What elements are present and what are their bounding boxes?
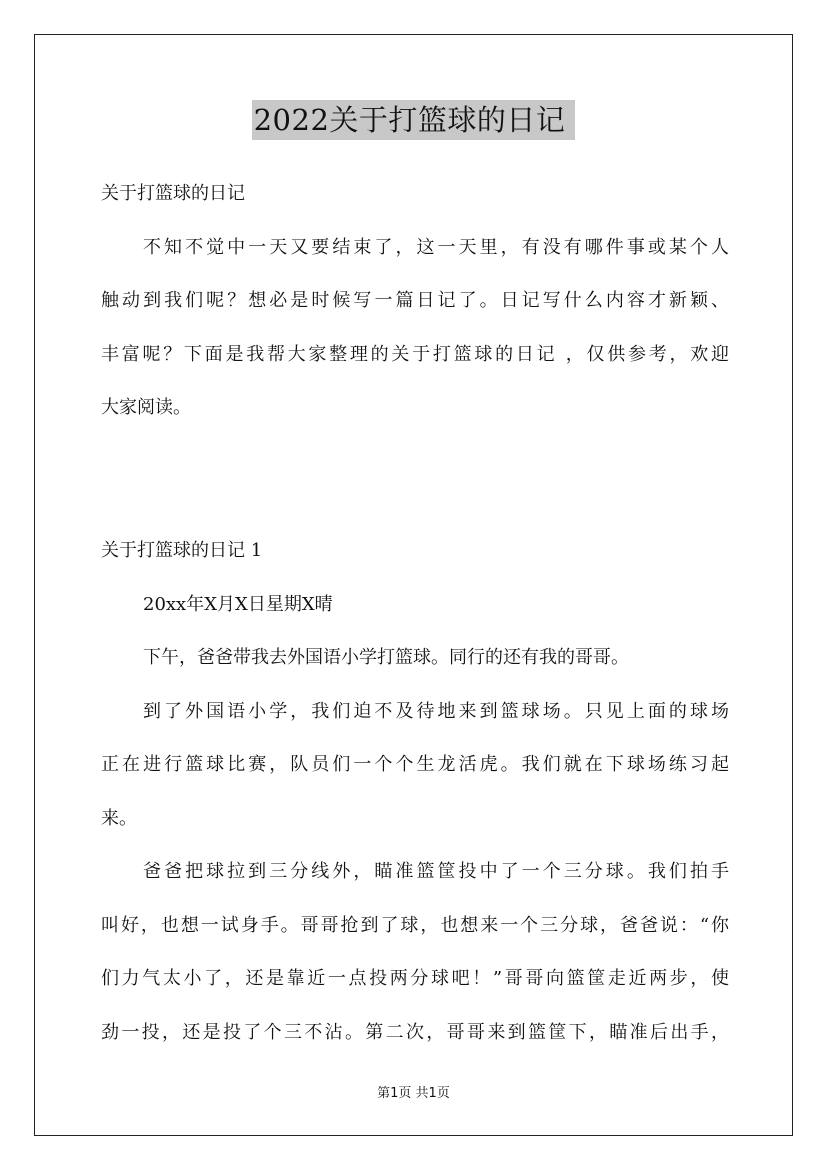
text-line: 丰富呢？下面是我帮大家整理的关于打篮球的日记 ，仅供参考，欢迎 [101,343,729,365]
document-title: 2022关于打篮球的日记 [252,100,576,140]
text-line: 们力气太小了，还是靠近一点投两分球吧！”哥哥向篮筐走近两步，使 [101,968,729,989]
blank-line [101,453,729,507]
page-footer: 第1页 共1页 [377,1086,450,1101]
text-line: 关于打篮球的日记 1 [101,540,263,561]
text-line: 20xx年X月X日星期X晴 [143,593,333,615]
text-line: 来。 [101,807,137,829]
text-line: 叫好，也想一试身手。哥哥抢到了球，也想来一个三分球，爸爸说：“你 [101,914,729,936]
text-line: 大家阅读。 [101,397,191,418]
text-line: 下午，爸爸带我去外国语小学打篮球。同行的还有我的哥哥。 [143,647,629,668]
text-line: 到了外国语小学，我们迫不及待地来到篮球场。只见上面的球场 [143,700,729,722]
document-body [101,167,729,1059]
title-container [0,100,827,140]
text-line: 关于打篮球的日记 [101,183,245,204]
text-line: 劲一投，还是投了个三不沾。第二次，哥哥来到篮筐下，瞄准后出手， [101,1021,729,1043]
text-line: 正在进行篮球比赛，队员们一个个生龙活虎。我们就在下球场练习起 [101,754,729,775]
text-line: 触动到我们呢？想必是时候写一篇日记了。日记写什么内容才新颖、 [101,290,729,311]
text-line: 不知不觉中一天又要结束了，这一天里，有没有哪件事或某个人 [143,236,729,258]
text-line: 爸爸把球拉到三分线外，瞄准篮筐投中了一个三分球。我们拍手 [143,861,729,882]
